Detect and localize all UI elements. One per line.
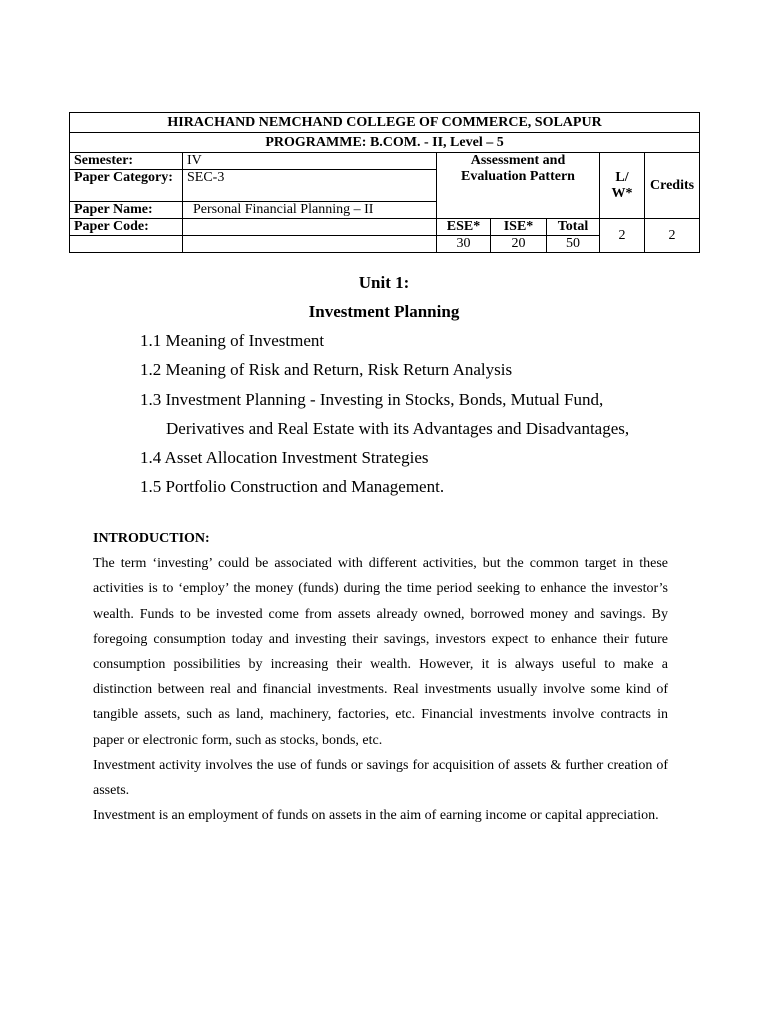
semester-label: Semester: [70, 153, 183, 170]
credits-label: Credits [645, 153, 700, 219]
topic-item: 1.4 Asset Allocation Investment Strategies [140, 448, 429, 468]
paper-name-label: Paper Name: [70, 202, 183, 219]
paper-code-value [183, 219, 437, 236]
intro-paragraph: Investment activity involves the use of funds or savings for acquisition of assets & further creation of assets. [93, 757, 668, 799]
paper-code-label: Paper Code: [70, 219, 183, 236]
topic-item: 1.3 Investment Planning - Investing in Stocks, Bonds, Mutual Fund, [140, 389, 604, 409]
topic-item: 1.5 Portfolio Construction and Management. [140, 477, 445, 497]
ise-value: 20 [491, 236, 547, 253]
introduction-heading: INTRODUCTION: [93, 531, 210, 546]
ise-label: ISE* [491, 219, 547, 236]
intro-paragraph: Investment is an employment of funds on assets in the aim of earning income or capital appreciation. [93, 808, 659, 824]
paper-category-value: SEC-3 [183, 170, 437, 202]
total-value: 50 [547, 236, 600, 253]
ese-value: 30 [437, 236, 491, 253]
semester-value: IV [183, 153, 437, 170]
topic-item-continuation: Derivatives and Real Estate with its Advantages and Disadvantages, [166, 418, 630, 438]
unit-subtitle: Investment Planning [308, 302, 460, 321]
topic-item: 1.2 Meaning of Risk and Return, Risk Return Analysis [140, 360, 513, 380]
programme-title: PROGRAMME: B.COM. - II, Level – 5 [70, 133, 700, 153]
paper-code-spacer-2 [183, 236, 437, 253]
syllabus-header-table [69, 112, 700, 253]
topic-item: 1.1 Meaning of Investment [140, 331, 325, 350]
ese-label: ESE* [437, 219, 491, 236]
unit-section [0, 268, 768, 502]
lw-label: L/ W* [600, 153, 645, 219]
credits-value: 2 [645, 219, 700, 253]
total-label: Total [547, 219, 600, 236]
unit-title: Unit 1: [358, 273, 410, 292]
paper-code-spacer-1 [70, 236, 183, 253]
college-name: HIRACHAND NEMCHAND COLLEGE OF COMMERCE, SOLAPUR [70, 113, 700, 133]
assessment-pattern-label: Assessment and Evaluation Pattern [437, 153, 600, 219]
paper-name-value: Personal Financial Planning – II [183, 202, 437, 219]
lw-value: 2 [600, 219, 645, 253]
introduction-section [93, 526, 668, 828]
topic-list [0, 326, 768, 502]
intro-paragraph: The term ‘investing’ could be associated with different activities, but the common target in these activities is to ‘employ’ the money (funds) during the time period seeking to enhance the investor’s wealth. Funds to be invested come from assets already owned, borrowed money and savings. By foregoing consumption today and investing their savings, investors expect to enhance their future consumption possibilities by increasing their wealth. However, it is always useful to make a distinction between real and financial investments. Real investments usually involve some kind of tangible assets, such as land, machinery, factories, etc. Financial investments involve contracts in paper or electronic form, such as stocks, bonds, etc. [93, 556, 668, 748]
paper-category-label: Paper Category: [70, 170, 183, 202]
